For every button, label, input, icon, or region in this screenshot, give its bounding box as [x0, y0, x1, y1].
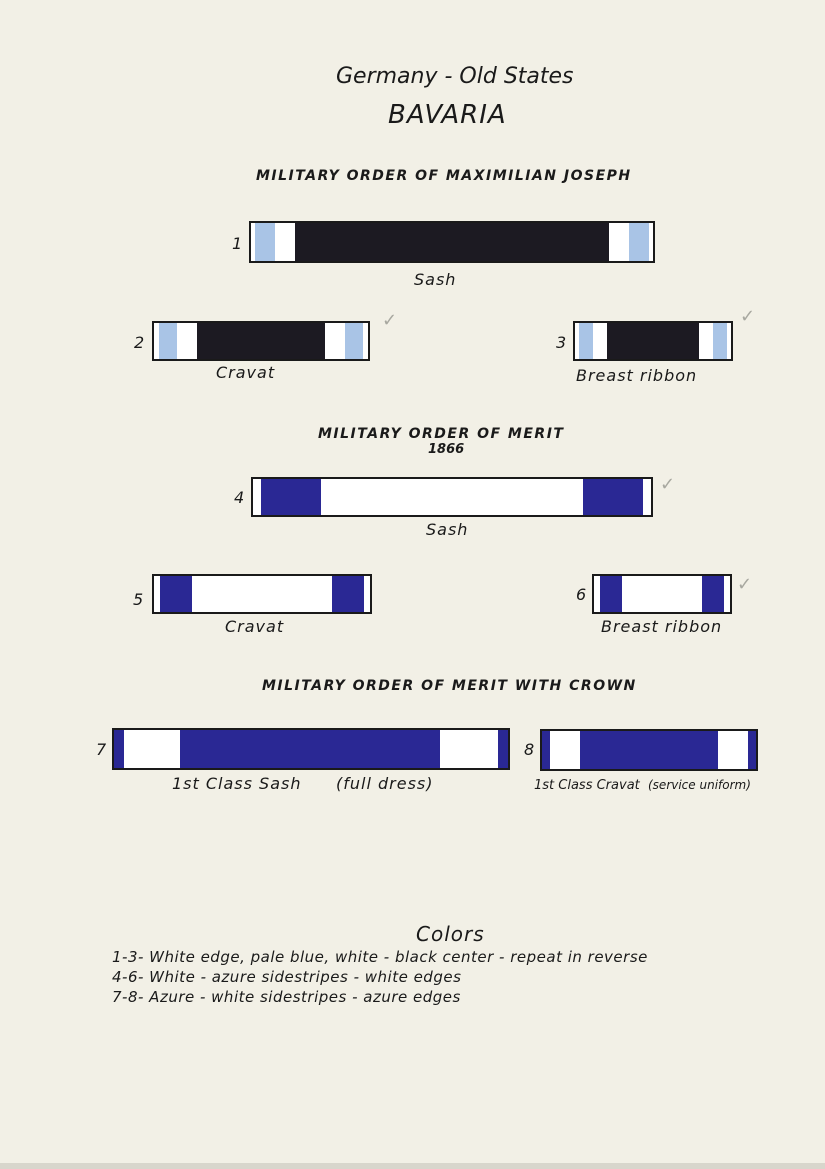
ribbon-2-cravat	[152, 321, 370, 361]
colors-legend-line-3: 7-8- Azure - white sidestripes - azure edges	[112, 988, 461, 1006]
stripe-pale-blue	[713, 323, 727, 359]
ribbon-caption-2: Cravat	[216, 363, 276, 382]
colors-legend-title: Colors	[416, 922, 485, 946]
ribbon-number-2: 2	[134, 333, 145, 352]
ribbon-caption-1: Sash	[414, 270, 457, 289]
ribbon-caption-5: Cravat	[225, 617, 285, 636]
stripe-azure	[600, 576, 622, 612]
ribbon-caption-note-7: (full dress)	[336, 774, 434, 793]
stripe-pale-blue	[345, 323, 363, 359]
ribbon-5-cravat	[152, 574, 372, 614]
country-heading: Germany - Old States	[336, 64, 574, 89]
stripe-black-center	[197, 323, 325, 359]
check-mark-icon: ✓	[737, 574, 753, 595]
stripe-pale-blue	[159, 323, 177, 359]
stripe-white	[325, 323, 345, 359]
stripe-black-center	[295, 223, 609, 261]
stripe-pale-blue	[579, 323, 593, 359]
section-title-order-of-merit: MILITARY ORDER OF MERIT	[318, 426, 565, 442]
stripe-white-edge	[724, 576, 730, 612]
stripe-white	[718, 731, 748, 769]
stripe-white-edge	[643, 479, 651, 515]
stripe-azure-edge	[748, 731, 756, 769]
ribbon-1-sash	[249, 221, 655, 263]
colors-legend-line-1: 1-3- White edge, pale blue, white - black center - repeat in reverse	[112, 948, 648, 966]
ribbon-number-3: 3	[556, 333, 567, 352]
stripe-white	[440, 730, 498, 768]
ribbon-caption-3: Breast ribbon	[576, 366, 698, 385]
stripe-azure	[160, 576, 192, 612]
section-title-maximilian-joseph: MILITARY ORDER OF MAXIMILIAN JOSEPH	[256, 168, 632, 184]
stripe-white	[593, 323, 607, 359]
stripe-white	[275, 223, 295, 261]
stripe-white	[550, 731, 580, 769]
stripe-white-edge	[364, 576, 370, 612]
stripe-white-edge	[727, 323, 731, 359]
stripe-azure-edge	[114, 730, 124, 768]
ribbon-caption-6: Breast ribbon	[601, 617, 723, 636]
check-mark-icon: ✓	[660, 474, 676, 495]
ribbon-caption-8: 1st Class Cravat	[534, 778, 640, 793]
ribbon-number-6: 6	[576, 585, 587, 604]
stripe-white-edge	[649, 223, 653, 261]
stripe-black-center	[607, 323, 699, 359]
stripe-azure	[702, 576, 724, 612]
ribbon-4-sash	[251, 477, 653, 517]
stripe-azure	[583, 479, 643, 515]
stripe-azure-edge	[498, 730, 508, 768]
ribbon-number-4: 4	[234, 488, 245, 507]
stripe-azure-center	[180, 730, 440, 768]
ribbon-7-first-class-sash	[112, 728, 510, 770]
check-mark-icon: ✓	[382, 310, 398, 331]
ribbon-number-1: 1	[232, 234, 243, 253]
ribbon-8-first-class-cravat	[540, 729, 758, 771]
stripe-white-center	[622, 576, 702, 612]
ribbon-number-5: 5	[133, 590, 144, 609]
stripe-azure	[332, 576, 364, 612]
ribbon-number-7: 7	[96, 740, 107, 759]
stripe-white	[177, 323, 197, 359]
ribbon-6-breast-ribbon	[592, 574, 732, 614]
ribbon-caption-note-8: (service uniform)	[648, 778, 751, 792]
stripe-white-center	[321, 479, 583, 515]
stripe-white-edge	[253, 479, 261, 515]
stripe-pale-blue	[629, 223, 649, 261]
stripe-azure-center	[580, 731, 718, 769]
page-bottom-edge	[0, 1163, 825, 1169]
section-title-order-of-merit-with-crown: MILITARY ORDER OF MERIT WITH CROWN	[262, 678, 637, 694]
stripe-white	[609, 223, 629, 261]
stripe-white-center	[192, 576, 332, 612]
ribbon-3-breast-ribbon	[573, 321, 733, 361]
stripe-azure-edge	[542, 731, 550, 769]
ribbon-caption-4: Sash	[426, 520, 469, 539]
stripe-white	[124, 730, 180, 768]
ribbon-number-8: 8	[524, 740, 535, 759]
stripe-pale-blue	[255, 223, 275, 261]
state-heading: BAVARIA	[388, 100, 507, 130]
section-subtitle-year: 1866	[428, 442, 465, 457]
check-mark-icon: ✓	[740, 306, 756, 327]
stripe-azure	[261, 479, 321, 515]
ribbon-caption-7: 1st Class Sash	[172, 774, 302, 793]
stripe-white-edge	[363, 323, 368, 359]
stripe-white	[699, 323, 713, 359]
colors-legend-line-2: 4-6- White - azure sidestripes - white edges	[112, 968, 462, 986]
